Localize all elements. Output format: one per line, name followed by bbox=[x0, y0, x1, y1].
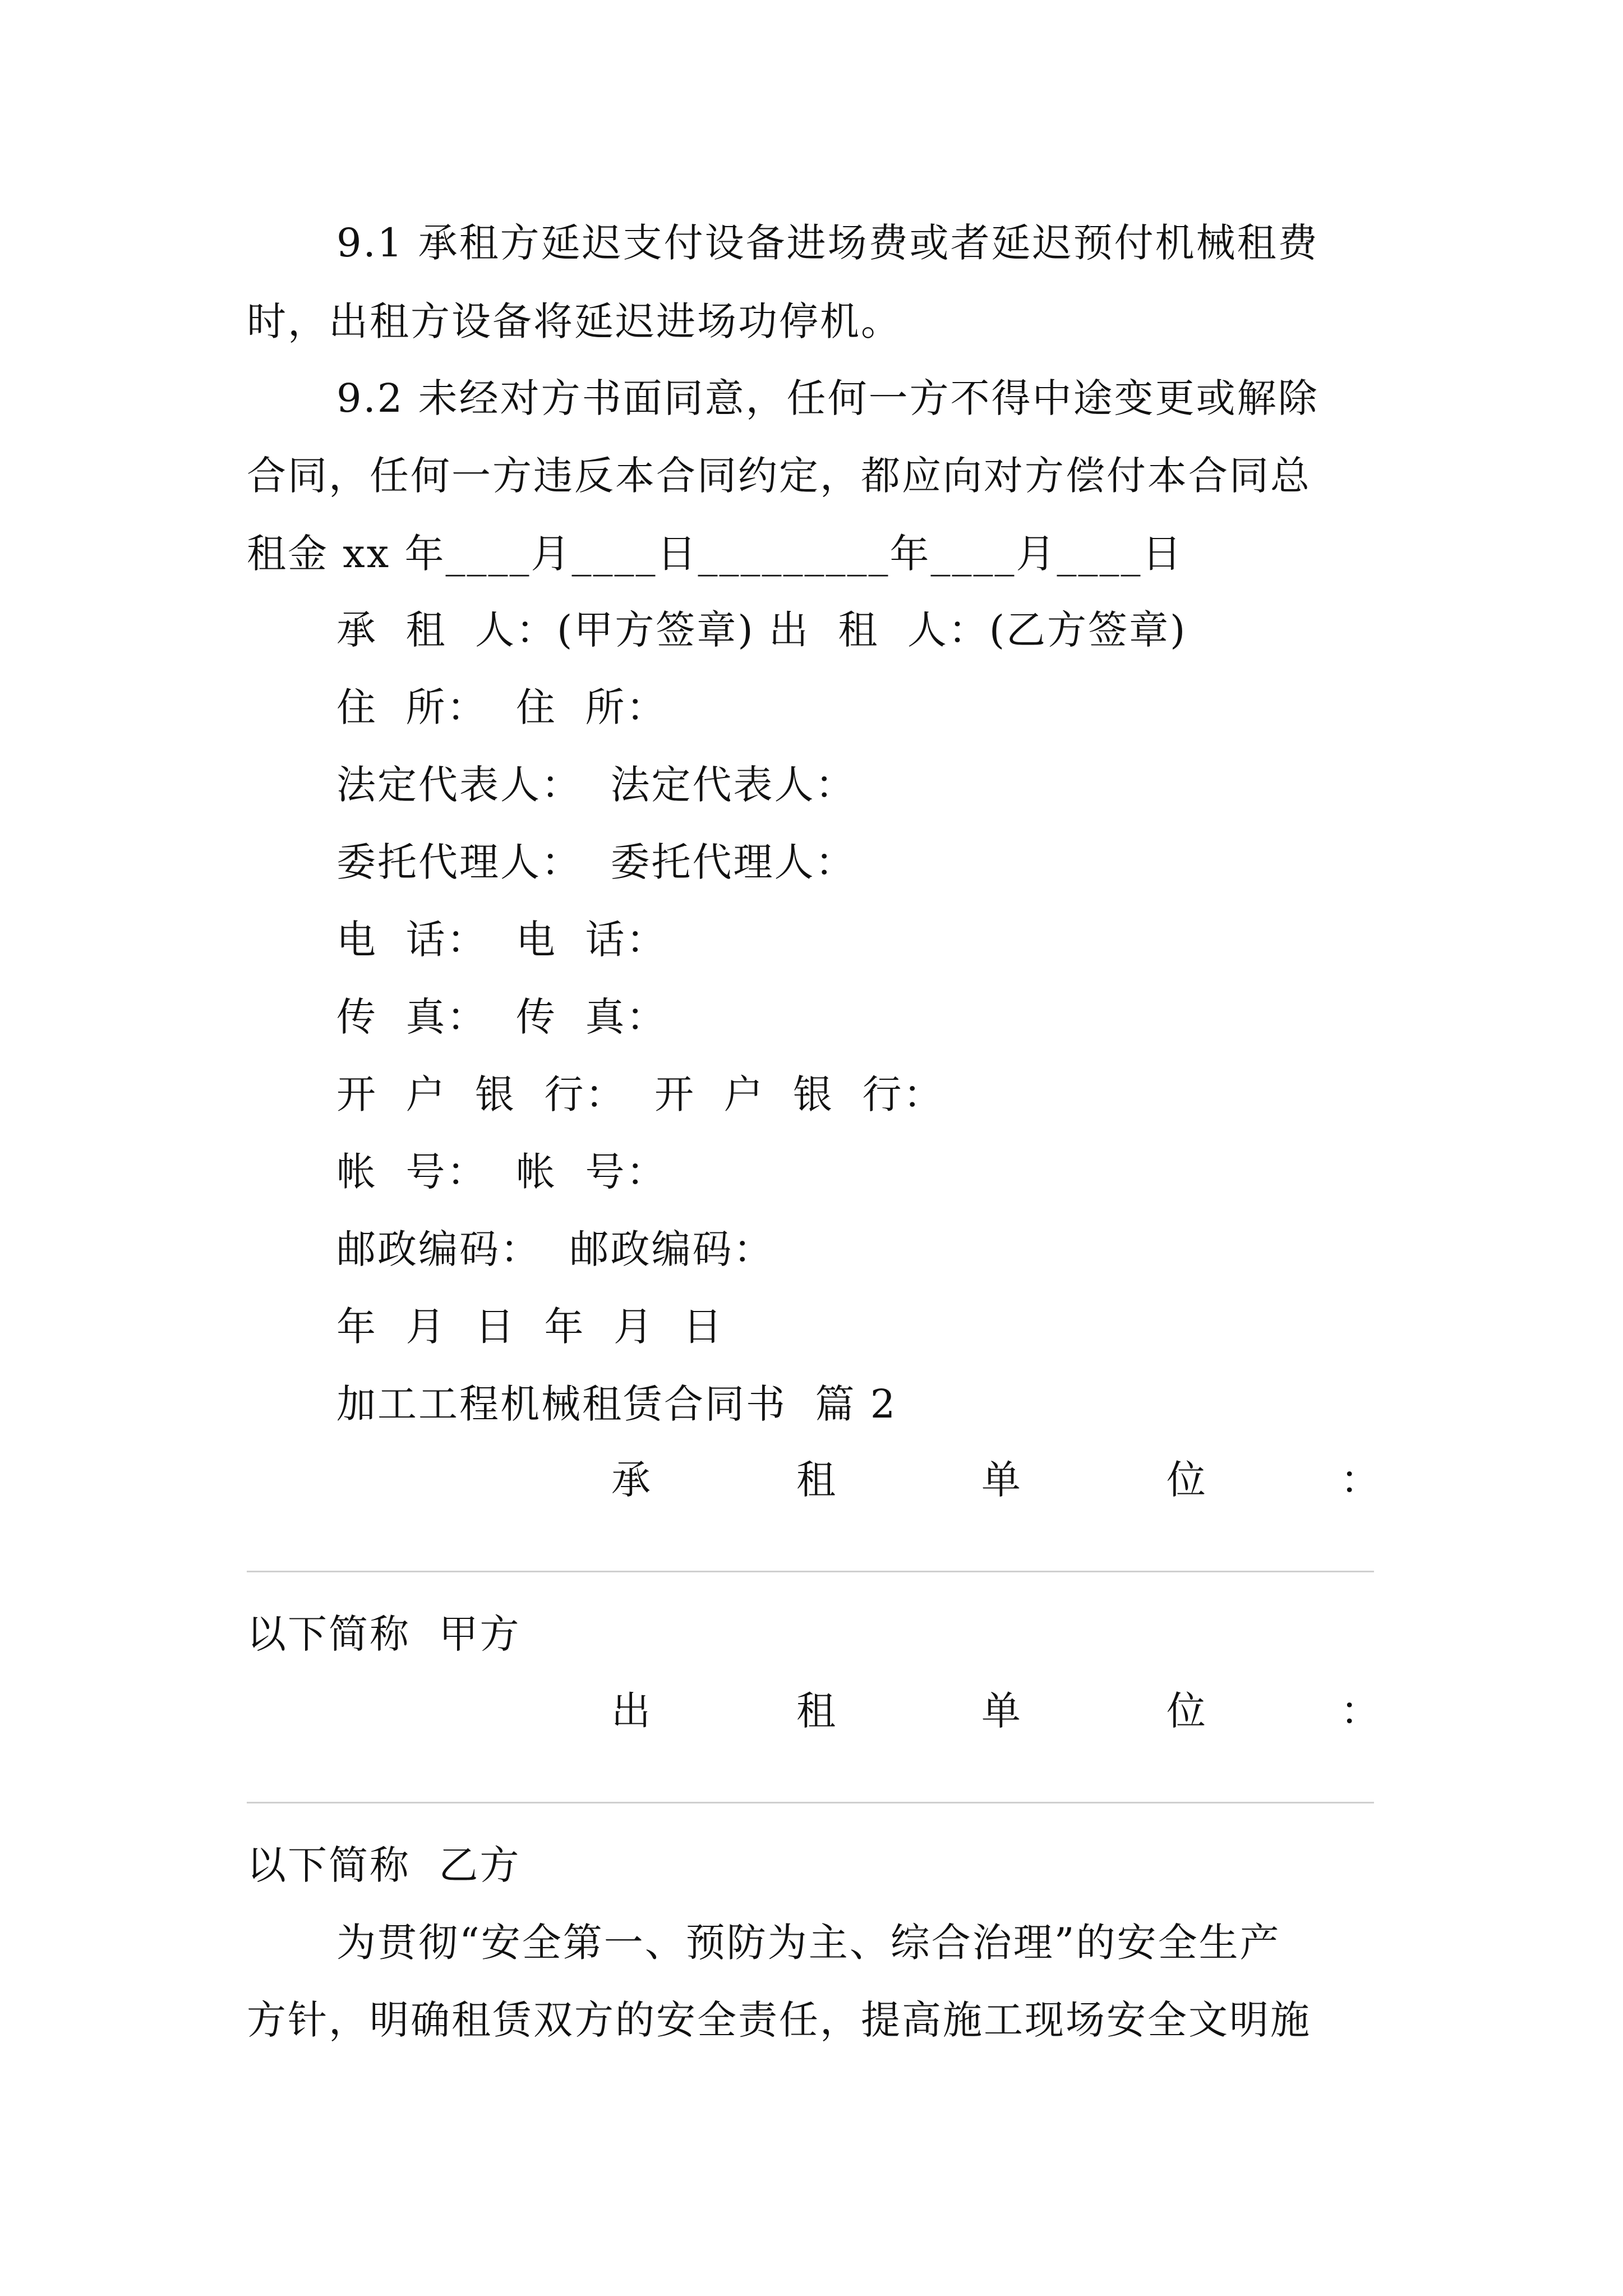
postcode-row: 邮政编码： 邮政编码： bbox=[336, 1226, 774, 1272]
authorized-agent-row: 委托代理人： 委托代理人： bbox=[336, 839, 856, 885]
clause-9-2-line-3: 租金 xx 年____月____日_________年____月____日 bbox=[247, 531, 1183, 577]
clause-9-2-line-2: 合同，任何一方违反本合同约定，都应向对方偿付本合同总 bbox=[247, 453, 1311, 499]
date-row: 年 月 日 年 月 日 bbox=[336, 1304, 724, 1350]
lessee-char-4: 位 bbox=[1166, 1457, 1206, 1503]
fax-row: 传 真： 传 真： bbox=[336, 994, 667, 1040]
lessor-colon: ： bbox=[1340, 1688, 1380, 1734]
policy-line-2: 方针，明确租赁双方的安全责任，提高施工现场安全文明施 bbox=[247, 1997, 1311, 2043]
address-row: 住 所： 住 所： bbox=[336, 684, 667, 730]
lessee-char-1: 承 bbox=[611, 1457, 651, 1503]
lessee-char-3: 单 bbox=[981, 1457, 1021, 1503]
legal-representative-row: 法定代表人： 法定代表人： bbox=[336, 762, 856, 808]
lessor-char-3: 单 bbox=[981, 1688, 1021, 1734]
clause-9-1-line-2: 时，出租方设备将延迟进场功停机。 bbox=[247, 298, 902, 344]
signature-parties: 承 租 人：(甲方签章) 出 租 人：(乙方签章) bbox=[336, 607, 1187, 653]
policy-line-1: 为贯彻“安全第一、预防为主、综合治理”的安全生产 bbox=[336, 1920, 1281, 1966]
phone-row: 电 话： 电 话： bbox=[336, 917, 667, 963]
lessor-char-1: 出 bbox=[611, 1688, 651, 1734]
clause-9-2-line-1: 9.2 未经对方书面同意，任何一方不得中途变更或解除 bbox=[336, 375, 1319, 421]
clause-9-1-line-1: 9.1 承租方延迟支付设备进场费或者延迟预付机械租费 bbox=[336, 220, 1319, 266]
lessee-alias: 以下简称 甲方 bbox=[247, 1611, 521, 1657]
section-title: 加工工程机械租赁合同书 篇 2 bbox=[336, 1381, 897, 1427]
lessor-alias: 以下简称 乙方 bbox=[247, 1842, 521, 1888]
lessee-colon: ： bbox=[1340, 1457, 1380, 1503]
lessee-fill-line bbox=[247, 1571, 1374, 1572]
bank-row: 开 户 银 行： 开 户 银 行： bbox=[336, 1071, 944, 1117]
account-row: 帐 号： 帐 号： bbox=[336, 1149, 667, 1195]
lessee-char-2: 租 bbox=[796, 1457, 836, 1503]
lessor-fill-line bbox=[247, 1802, 1374, 1803]
lessor-char-2: 租 bbox=[796, 1688, 836, 1734]
lessor-char-4: 位 bbox=[1166, 1688, 1206, 1734]
